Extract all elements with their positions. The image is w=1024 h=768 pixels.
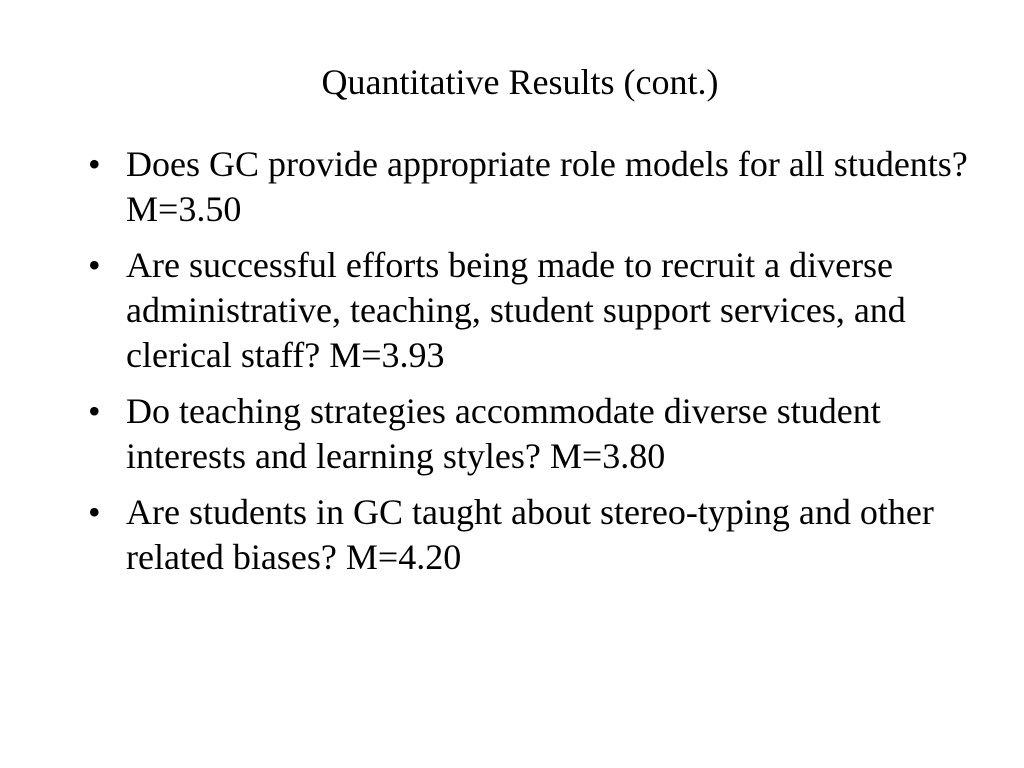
bullet-text: Are successful efforts being made to recruit a diverse administrative, teaching, student support services, and clerical staff? M=3.93 (126, 245, 906, 375)
bullet-item (88, 142, 968, 232)
bullet-icon: • (88, 391, 101, 431)
bullet-icon: • (88, 144, 101, 184)
bullet-text: Does GC provide appropriate role models for all students? M=3.50 (126, 144, 968, 229)
bullet-item (88, 389, 968, 479)
slide-title: Quantitative Results (cont.) (321, 62, 719, 102)
bullet-text: Do teaching strategies accommodate diverse student interests and learning styles? M=3.80 (126, 391, 881, 476)
bullet-item (88, 243, 968, 378)
bullet-item (88, 490, 968, 580)
bullet-list (88, 142, 968, 591)
bullet-icon: • (88, 492, 101, 532)
bullet-text: Are students in GC taught about stereo-typing and other related biases? M=4.20 (126, 492, 934, 577)
bullet-icon: • (88, 245, 101, 285)
